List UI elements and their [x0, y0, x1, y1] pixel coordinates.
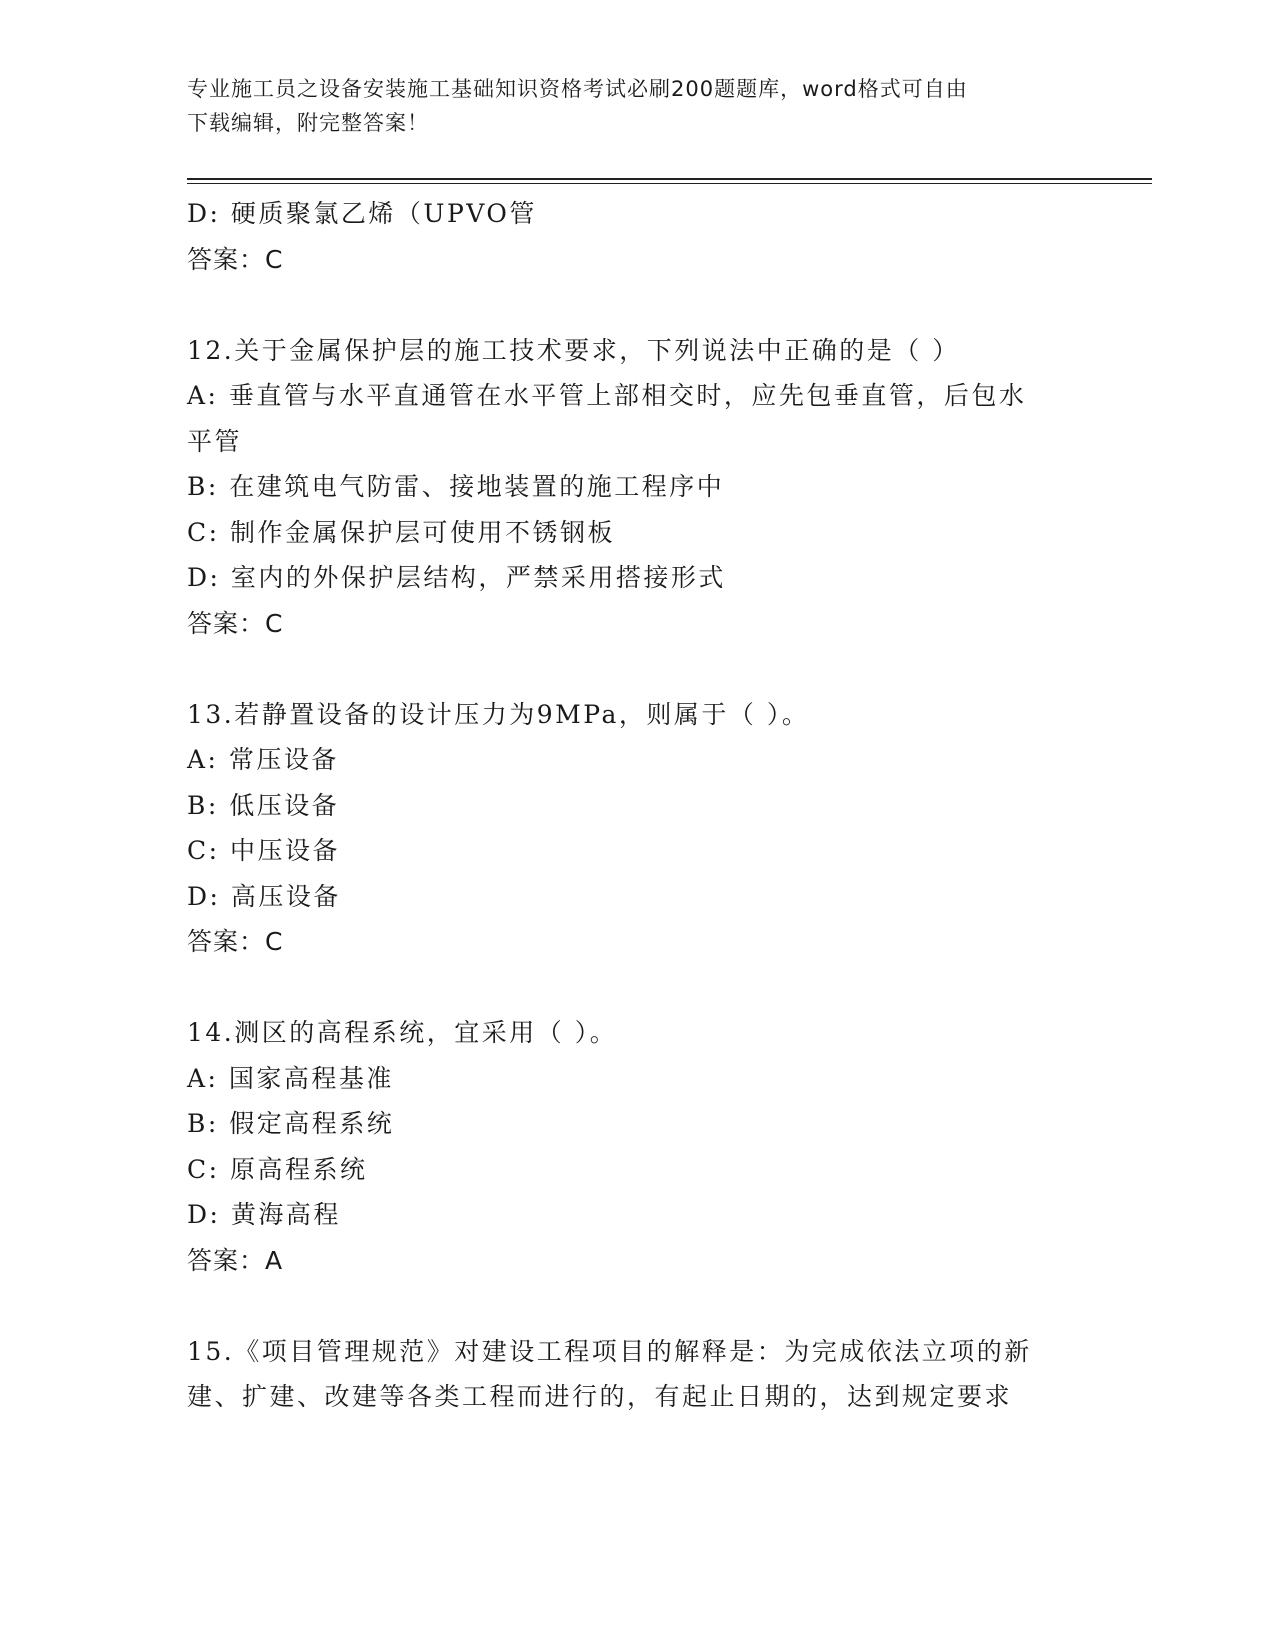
question-14-option-b: B: 假定高程系统 [187, 1109, 395, 1138]
question-12-option-a-line-2: 平管 [187, 426, 243, 456]
prev-answer: 答案：C [187, 244, 284, 274]
question-14-option-a: A: 国家高程基准 [187, 1063, 394, 1093]
header-divider-thin [187, 183, 1152, 184]
question-12-option-c: C: 制作金属保护层可使用不锈钢板 [187, 517, 615, 547]
prev-option-d: D: 硬质聚氯乙烯（UPVO管 [187, 199, 537, 228]
document-header [187, 72, 1067, 140]
header-divider-thick [187, 178, 1152, 180]
question-14-option-c: C: 原高程系统 [187, 1154, 368, 1184]
question-13-stem: 13.若静置设备的设计压力为9MPa，则属于（ ）。 [187, 699, 810, 729]
question-14-stem: 14.测区的高程系统，宜采用（ ）。 [187, 1018, 618, 1047]
question-12-option-d: D: 室内的外保护层结构，严禁采用搭接形式 [187, 563, 726, 592]
question-12-option-a-line-1: A: 垂直管与水平直通管在水平管上部相交时，应先包垂直管，后包水 [187, 381, 1027, 410]
document-body [187, 191, 1087, 1420]
question-15-stem-line-1: 15.《项目管理规范》对建设工程项目的解释是：为完成依法立项的新 [187, 1336, 1032, 1366]
spacer [187, 282, 1087, 328]
question-13-option-b: B: 低压设备 [187, 790, 340, 820]
question-14-answer: 答案：A [187, 1245, 284, 1275]
question-13-answer: 答案：C [187, 927, 284, 956]
spacer [187, 646, 1087, 692]
question-13-option-a: A: 常压设备 [187, 745, 339, 774]
spacer [187, 965, 1087, 1011]
question-13-option-d: D: 高压设备 [187, 881, 341, 911]
question-12-answer: 答案：C [187, 608, 284, 638]
header-line-1: 专业施工员之设备安装施工基础知识资格考试必刷200题题库，word格式可自由 [187, 77, 968, 101]
question-15-stem-line-2: 建、扩建、改建等各类工程而进行的，有起止日期的，达到规定要求 [187, 1382, 1013, 1411]
question-12-stem: 12.关于金属保护层的施工技术要求，下列说法中正确的是（ ） [187, 335, 960, 365]
question-13-option-c: C: 中压设备 [187, 836, 340, 865]
header-line-2: 下载编辑，附完整答案！ [187, 111, 429, 135]
question-14-option-d: D: 黄海高程 [187, 1200, 341, 1229]
question-12-option-b: B: 在建筑电气防雷、接地装置的施工程序中 [187, 472, 725, 501]
spacer [187, 1283, 1087, 1329]
